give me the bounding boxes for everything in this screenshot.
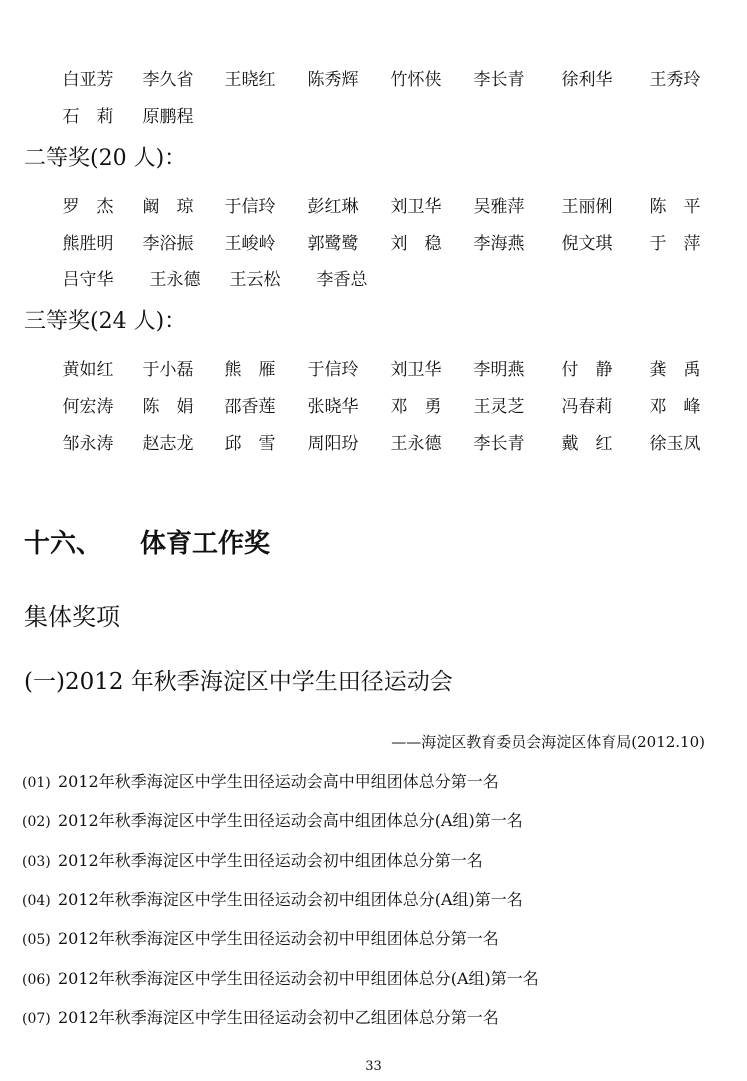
name: 倪文琪 xyxy=(561,234,613,254)
name: 邹永涛 xyxy=(62,434,114,454)
name: 于信玲 xyxy=(224,197,276,217)
name: 石 莉 xyxy=(62,107,114,127)
name: 王灵芝 xyxy=(473,397,525,417)
award-item xyxy=(22,1006,499,1031)
name: 邓 峰 xyxy=(649,397,701,417)
second-prize-heading: 二等奖(20 人)： xyxy=(24,146,187,171)
first-prize-row-1 xyxy=(0,67,747,93)
name: 邱 雪 xyxy=(224,434,276,454)
award-number: (03) xyxy=(22,854,51,870)
name: 刘卫华 xyxy=(390,197,442,217)
name: 王秀玲 xyxy=(649,70,701,90)
name: 李明燕 xyxy=(473,360,525,380)
award-number: (07) xyxy=(22,1011,51,1027)
award-text: 2012年秋季海淀区中学生田径运动会高中甲组团体总分第一名 xyxy=(58,772,499,791)
name: 邓 勇 xyxy=(390,397,442,417)
name: 刘 稳 xyxy=(390,234,442,254)
name: 徐玉凤 xyxy=(649,434,701,454)
name: 龚 禹 xyxy=(649,360,701,380)
third-prize-row-1 xyxy=(0,357,747,383)
name: 李久省 xyxy=(142,70,194,90)
name: 吕守华 xyxy=(62,270,114,290)
name: 邵香莲 xyxy=(224,397,276,417)
name: 李海燕 xyxy=(473,234,525,254)
name: 于小磊 xyxy=(142,360,194,380)
name: 王永德 xyxy=(390,434,442,454)
name: 熊胜明 xyxy=(62,234,114,254)
name: 何宏涛 xyxy=(62,397,114,417)
name: 李浴振 xyxy=(142,234,194,254)
name: 陈秀辉 xyxy=(307,70,359,90)
name: 黄如红 xyxy=(62,360,114,380)
name: 李长青 xyxy=(473,70,525,90)
name: 付 静 xyxy=(561,360,613,380)
collective-awards-heading: 集体奖项 xyxy=(24,603,120,631)
name: 王晓红 xyxy=(224,70,276,90)
second-prize-row-2 xyxy=(0,231,747,257)
first-prize-row-2 xyxy=(0,104,747,130)
name: 吴雅萍 xyxy=(473,197,525,217)
name: 郭鹭鹭 xyxy=(307,234,359,254)
name: 于信玲 xyxy=(307,360,359,380)
section-title xyxy=(24,526,270,562)
third-prize-heading: 三等奖(24 人)： xyxy=(24,309,187,334)
name: 白亚芳 xyxy=(62,70,114,90)
name: 王丽俐 xyxy=(561,197,613,217)
award-text: 2012年秋季海淀区中学生田径运动会初中组团体总分(A组)第一名 xyxy=(58,890,523,909)
name: 赵志龙 xyxy=(142,434,194,454)
third-prize-row-2 xyxy=(0,394,747,420)
award-text: 2012年秋季海淀区中学生田径运动会初中甲组团体总分(A组)第一名 xyxy=(58,969,539,988)
name: 罗 杰 xyxy=(62,197,114,217)
subsection-title: (一)2012 年秋季海淀区中学生田径运动会 xyxy=(24,669,453,695)
award-number: (04) xyxy=(22,893,51,909)
name: 陈 平 xyxy=(649,197,701,217)
name: 竹怀侠 xyxy=(390,70,442,90)
name: 周阳玢 xyxy=(307,434,359,454)
award-item xyxy=(22,809,523,834)
award-text: 2012年秋季海淀区中学生田径运动会初中乙组团体总分第一名 xyxy=(58,1008,499,1027)
name: 陈 娟 xyxy=(142,397,194,417)
name: 冯春莉 xyxy=(561,397,613,417)
section-number: 十六、 xyxy=(24,529,103,559)
name: 张晓华 xyxy=(307,397,359,417)
award-number: (05) xyxy=(22,932,51,948)
name: 戴 红 xyxy=(561,434,613,454)
name: 李香总 xyxy=(316,270,368,290)
award-item xyxy=(22,770,499,795)
award-item xyxy=(22,967,539,992)
name: 熊 雁 xyxy=(224,360,276,380)
third-prize-row-3 xyxy=(0,431,747,457)
name: 李长青 xyxy=(473,434,525,454)
name: 于 萍 xyxy=(649,234,701,254)
award-text: 2012年秋季海淀区中学生田径运动会初中组团体总分第一名 xyxy=(58,851,483,870)
name: 王云松 xyxy=(229,270,281,290)
award-text: 2012年秋季海淀区中学生田径运动会高中组团体总分(A组)第一名 xyxy=(58,811,523,830)
name: 徐利华 xyxy=(561,70,613,90)
name: 彭红琳 xyxy=(307,197,359,217)
award-number: (06) xyxy=(22,972,51,988)
award-text: 2012年秋季海淀区中学生田径运动会初中甲组团体总分第一名 xyxy=(58,929,499,948)
award-number: (01) xyxy=(22,775,51,791)
award-source: ——海淀区教育委员会海淀区体育局(2012.10) xyxy=(391,733,705,751)
page-number: 33 xyxy=(365,1059,382,1074)
name: 原鹏程 xyxy=(142,107,194,127)
award-item xyxy=(22,888,523,913)
award-item xyxy=(22,849,483,874)
second-prize-row-1 xyxy=(0,194,747,220)
name: 王永德 xyxy=(149,270,201,290)
name: 阚 琼 xyxy=(142,197,194,217)
award-item xyxy=(22,927,499,952)
second-prize-row-3 xyxy=(0,267,747,293)
section-name: 体育工作奖 xyxy=(140,529,271,559)
name: 王峻岭 xyxy=(224,234,276,254)
award-number: (02) xyxy=(22,814,51,830)
name: 刘卫华 xyxy=(390,360,442,380)
